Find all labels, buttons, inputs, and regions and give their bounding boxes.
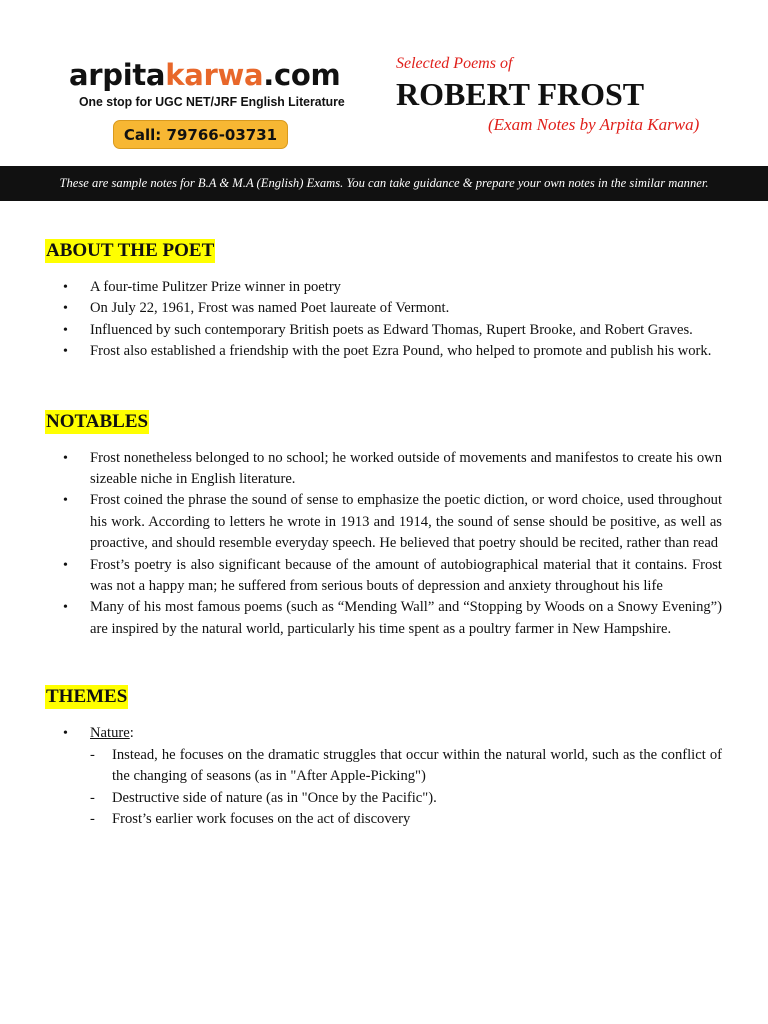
bullet-list [45, 277, 722, 363]
list-item [45, 320, 722, 341]
dash-icon: - [90, 789, 95, 806]
list-item-text: Influenced by such contemporary British poets as Edward Thomas, Rupert Brooke, and Robert Graves. [90, 321, 693, 338]
call-button[interactable]: Call: 79766-03731 [113, 120, 288, 149]
bullet-icon: • [63, 301, 68, 317]
bullet-icon: • [63, 344, 68, 360]
list-item-text: Frost’s poetry is also significant because of the amount of autobiographical material that it contains. Frost was not a happy man; he suffered from serious bouts of depression and anxiety throughout his life [90, 556, 722, 595]
dash-list [90, 745, 722, 831]
dash-icon: - [90, 810, 95, 827]
logo-tagline: One stop for UGC NET/JRF English Literature [79, 94, 345, 109]
list-item-text: On July 22, 1961, Frost was named Poet laureate of Vermont. [90, 300, 450, 317]
pre-title: Selected Poems of [396, 55, 513, 72]
byline: (Exam Notes by Arpita Karwa) [488, 115, 700, 134]
sub-list-item [90, 809, 722, 830]
sub-list-item-text: Frost’s earlier work focuses on the act of discovery [112, 810, 411, 827]
section-about-the-poet [45, 239, 722, 363]
theme-label-suffix: : [129, 725, 134, 742]
bullet-icon: • [63, 280, 68, 295]
page-title: ROBERT FROST [396, 76, 645, 112]
list-item [45, 277, 722, 298]
document-header [396, 54, 736, 136]
bullet-icon: • [63, 557, 68, 573]
logo-brand-part3: .com [263, 58, 341, 92]
list-item-text: A four-time Pulitzer Prize winner in poetry [90, 279, 341, 295]
sub-list-item-text: Destructive side of nature (as in "Once by the Pacific"). [112, 789, 437, 806]
list-item-text: Many of his most famous poems (such as “Mending Wall” and “Stopping by Woods on a Snowy Evening”) are inspired by the natural world, particularly his time spent as a poultry farmer in New Hampshire. [90, 599, 722, 637]
section-notables [45, 410, 722, 641]
document-body [45, 239, 722, 830]
logo-brand-part2: karwa [165, 58, 264, 92]
logo-brand-part1: arpita [69, 58, 166, 92]
section-heading: ABOUT THE POET [46, 240, 215, 261]
list-item [45, 555, 722, 598]
bullet-icon: • [63, 322, 68, 338]
section-heading: NOTABLES [46, 410, 149, 432]
bullet-icon: • [63, 450, 68, 466]
list-item [45, 723, 722, 830]
list-item-text: Frost also established a friendship with the poet Ezra Pound, who helped to promote and publish his work. [90, 343, 712, 360]
sub-list-item-text: Instead, he focuses on the dramatic struggles that occur within the natural world, such as the conflict of the changing of seasons (as in "After Apple-Picking") [112, 746, 722, 785]
sub-list-item [90, 745, 722, 788]
bullet-icon: • [63, 726, 68, 742]
list-item [45, 597, 722, 640]
list-item [45, 298, 722, 319]
list-item [45, 341, 722, 362]
dash-icon: - [90, 746, 95, 763]
bullet-icon: • [63, 493, 68, 509]
theme-label: Nature [90, 725, 130, 742]
list-item [45, 448, 722, 491]
list-item-text: Frost coined the phrase the sound of sense to emphasize the poetic diction, or word choice, used throughout his work. According to letters he wrote in 1913 and 1914, the sound of sense should be positive, as well as proactive, and should resemble everyday speech. He believed that poetry should be recited, rather than read [90, 492, 722, 552]
sub-list-item [90, 788, 722, 809]
site-logo [69, 58, 345, 110]
notice-banner: These are sample notes for B.A & M.A (English) Exams. You can take guidance & prepare your own notes in the similar manner. [0, 166, 768, 201]
bullet-list [45, 723, 722, 830]
section-heading: THEMES [46, 686, 128, 708]
logo-wordmark [69, 58, 339, 92]
bullet-list [45, 448, 722, 641]
list-item-text: Frost nonetheless belonged to no school; he worked outside of movements and manifestos to create his own sizeable niche in English literature. [90, 449, 722, 488]
list-item [45, 490, 722, 554]
bullet-icon: • [63, 600, 68, 616]
section-themes [45, 685, 722, 830]
